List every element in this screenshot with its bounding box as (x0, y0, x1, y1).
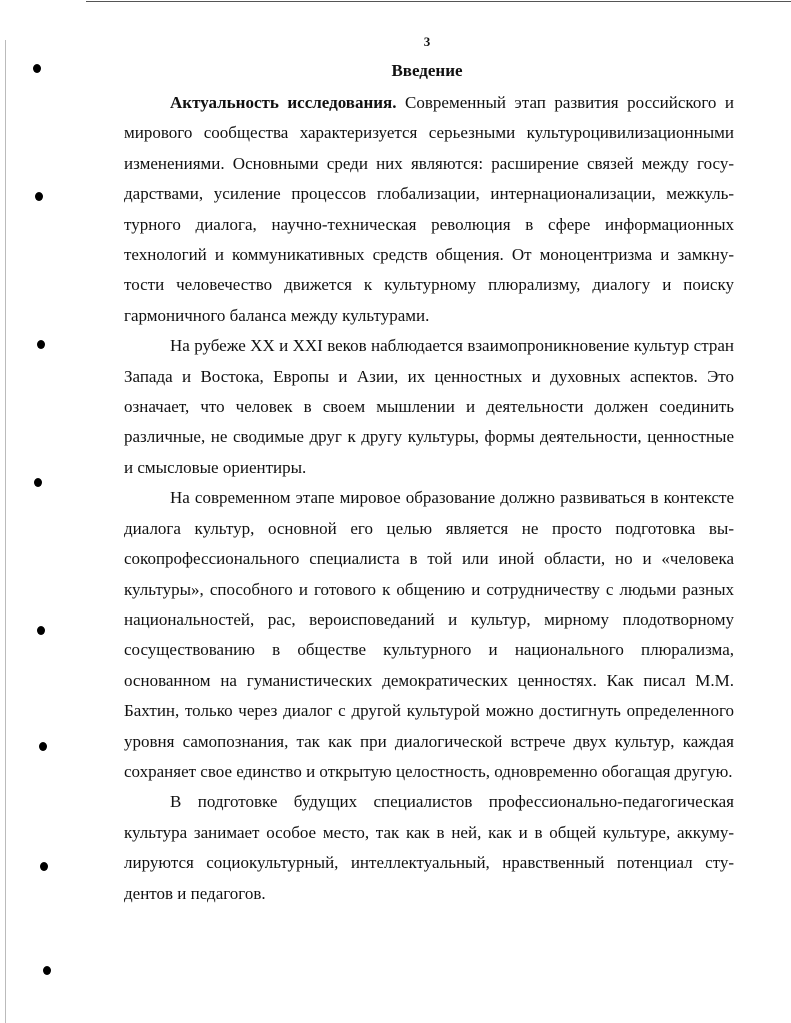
binder-hole-mark (43, 966, 51, 975)
paragraph-text: На рубеже XX и XXI веков наблюдается взаимопроникновение культур стран Запада и Востока, Европы и Азии, их ценностных и духовных аспектов. Это означает, что человек в своем мышлении и деятельности должен соединить различные, не сводимые друг к другу культуры, формы деятельности, ценностные и смысловые ориентиры. (124, 336, 734, 477)
page-title: Введение (391, 61, 463, 80)
scan-border-left (5, 40, 6, 1023)
paragraph-text: На современном этапе мировое образование должно развиваться в контексте диалога культур, основной его целью является не просто подготовка высокопрофессионального специалиста в той или иной области, но и «человека культуры», способного и готового к общению и сотрудничеству с людьми разных национальностей, рас, вероисповеданий и культур, мирному плодотворному сосуществованию в обществе культурного и национального плюрализма, основанном на гуманистических демократических ценностях. Как писал М.М. Бахтин, только через диалог с другой культурой можно достигнуть определенного уровня самопознания, так как при диалогической встрече двух культур, каждая сохраняет свое единство и открытую целостность, одновременно обогащая другую. (124, 488, 734, 781)
binder-hole-mark (34, 478, 42, 487)
page-number: 3 (423, 34, 431, 49)
scan-border-top (86, 1, 791, 2)
binder-hole-mark (40, 862, 48, 871)
document-body (124, 88, 734, 909)
paragraph-text: Современный этап развития российского и мирового сообщества характеризуется серьезными культуроцивилизационными изменениями. Основными среди них являются: расширение связей между государствами, усиление процессов глобализации, интернационализации, межкультурного диалога, научно-техническая революция в сфере информационных технологий и коммуникативных средств общения. От моноцентризма и замкнутости человечество движется к культурному плюрализму, диалогу и поиску гармоничного баланса между культурами. (124, 93, 734, 325)
paragraph-relevance (124, 88, 734, 331)
binder-hole-mark (39, 742, 47, 751)
binder-hole-mark (37, 626, 45, 635)
paragraph-lead: Актуальность исследования. (170, 93, 397, 112)
binder-hole-mark (35, 192, 43, 201)
paragraph-text: В подготовке будущих специалистов профессионально-педагогическая культура занимает особое место, так как в ней, как и в общей культуре, аккумулируются социокультурный, интеллектуальный, нравственный потенциал студентов и педагогов. (124, 792, 734, 903)
binder-hole-mark (37, 340, 45, 349)
